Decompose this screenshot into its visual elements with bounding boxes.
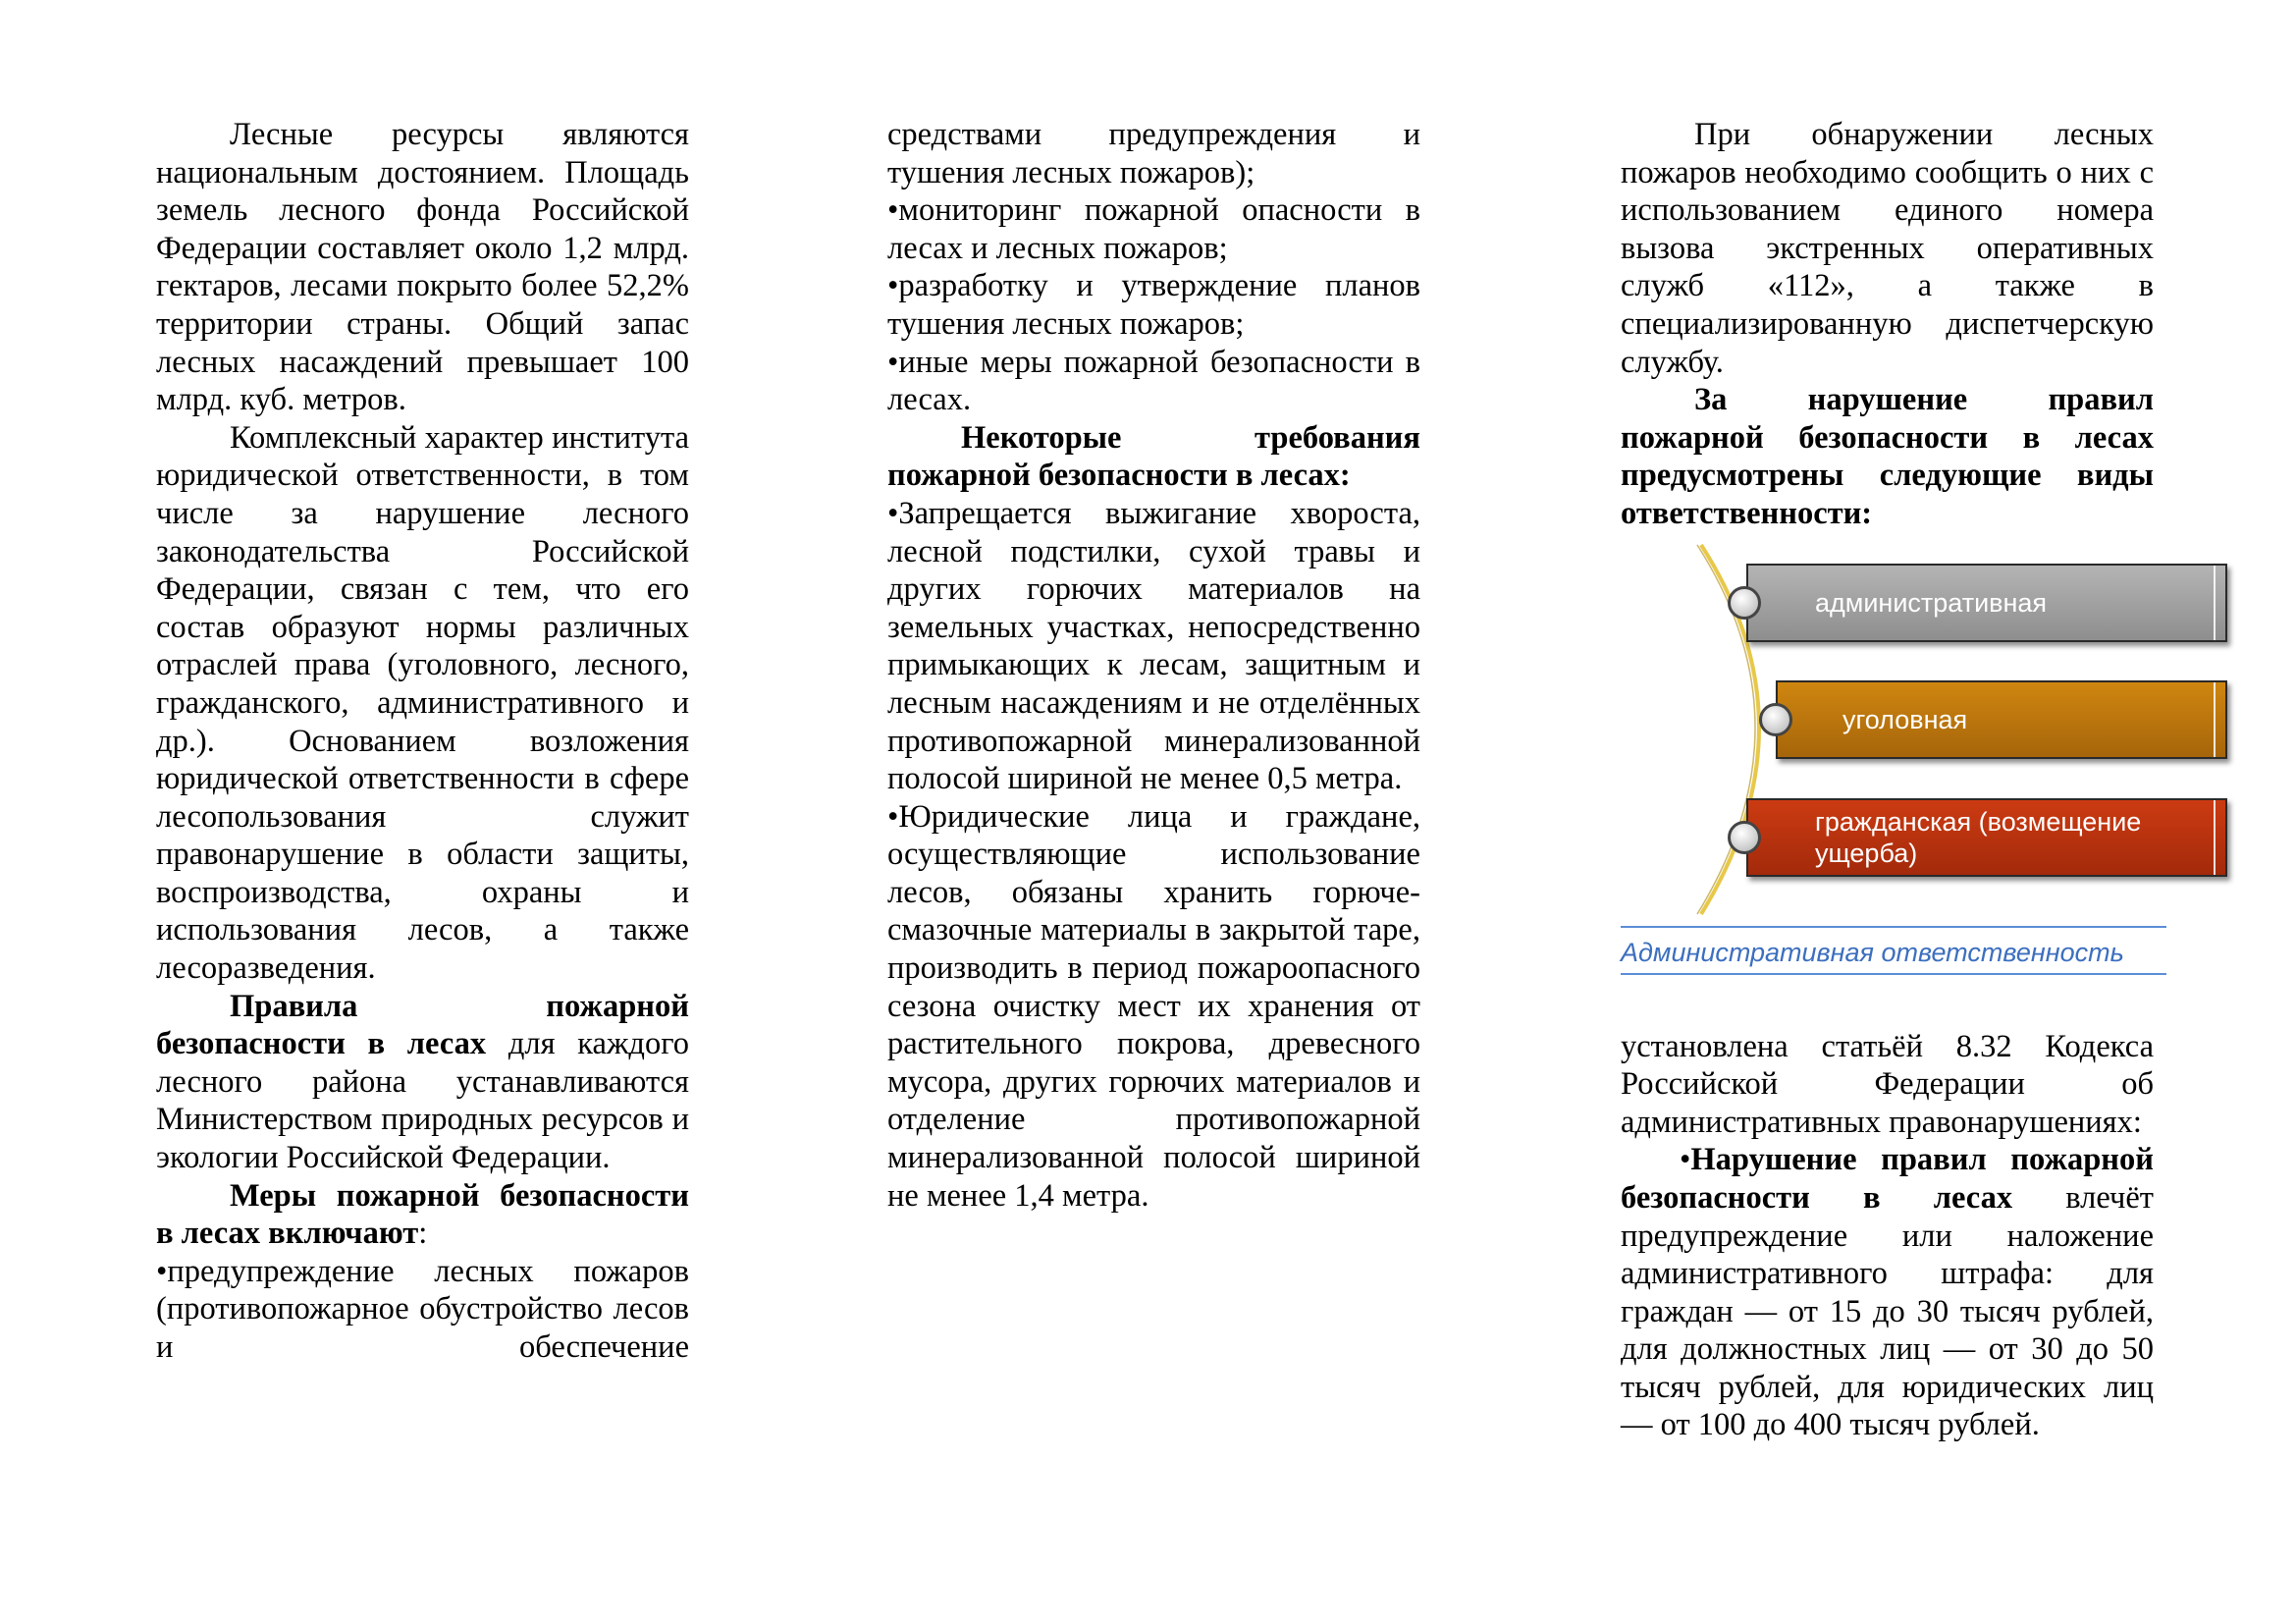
figure-caption: Административная ответственность xyxy=(1621,926,2166,975)
bullet-icon: • xyxy=(887,495,899,531)
column-1 xyxy=(156,116,689,1367)
requirement-storage xyxy=(887,798,1420,1216)
bullet-monitoring xyxy=(887,191,1420,267)
requirement-storage-text: Юридические лица и граждане, осуществляющие использование лесов, обязаны хранить горюче-смазочные материалы в закрытой таре, производить в период пожароопасного сезона очистку мест их хранения от растительного покрова, древесного мусора, других горючих материалов и отделение противопожарной минерализованной полосой шириной не менее 1,4 метра. xyxy=(887,798,1420,1214)
liability-administrative-label: административная xyxy=(1815,587,2048,618)
administrative-node-icon xyxy=(1728,586,1761,620)
fire-measures-colon: : xyxy=(418,1216,428,1252)
bullet-icon: • xyxy=(887,268,899,304)
paragraph-article-832: установлена статьёй 8.32 Кодекса Российской Федерации об административных правонарушениях: xyxy=(1621,1028,2154,1140)
liability-criminal-label: уголовная xyxy=(1842,704,1968,734)
bullet-other-measures xyxy=(887,344,1420,419)
bullet-violation-penalty xyxy=(1621,1141,2154,1444)
paragraph-report-fire: При обнаружении лесных пожаров необходимо сообщить о них с использованием единого номера вызова экстренных оперативных служб «112», а также в специализированную диспетчерскую службу. xyxy=(1621,117,2154,380)
requirements-heading: Некоторые требования пожарной безопасности в лесах: xyxy=(887,419,1420,494)
fire-rules-heading: Правила пожарной безопасности в лесах xyxy=(156,988,689,1062)
liability-civil-label: гражданская (возмещение ущерба) xyxy=(1815,806,2142,868)
liability-civil-box xyxy=(1746,798,2227,877)
bullet-plans-text: разработку и утверждение планов тушения лесных пожаров; xyxy=(887,268,1420,342)
bullet-prevention xyxy=(156,1253,689,1367)
bullet-icon: • xyxy=(887,192,899,229)
paragraph-fire-measures xyxy=(156,1177,689,1253)
bullet-monitoring-text: мониторинг пожарной опасности в лесах и лесных пожаров; xyxy=(887,192,1420,266)
violation-heading: Нарушение правил пожарной безопасности в лесах xyxy=(1621,1142,2154,1216)
fire-rules-text: для каждого лесного района устанавливаются Министерством природных ресурсов и экологии Российской Федерации. xyxy=(156,1026,689,1176)
violation-penalty-text: влечёт предупреждение или наложение административного штрафа: для граждан — от 15 до 30 тысяч рублей, для должностных лиц — от 30 до 50 тысяч рублей, для юридических лиц — от 100 до 400 тысяч рублей. xyxy=(1621,1179,2154,1443)
column-3 xyxy=(1621,116,2154,1444)
bullet-icon: • xyxy=(156,1253,168,1289)
requirement-burning xyxy=(887,495,1420,798)
requirement-burning-text: Запрещается выжигание хвороста, лесной подстилки, сухой травы и других горючих материалов на земельных участках, непосредственно примыкающих к лесам, защитным и лесным насаждениям и не отделённых противопожарной минерализованной полосой шириной не менее 0,5 метра. xyxy=(887,495,1420,797)
column-2 xyxy=(887,116,1420,1215)
civil-node-icon xyxy=(1728,821,1761,854)
bullet-prevention-text: предупреждение лесных пожаров (противопожарное обустройство лесов и обеспечение xyxy=(156,1253,689,1365)
liability-administrative-box xyxy=(1746,564,2227,642)
paragraph-fire-rules xyxy=(156,988,689,1177)
bullet-other-measures-text: иные меры пожарной безопасности в лесах. xyxy=(887,344,1420,418)
paragraph-legal-responsibility: Комплексный характер института юридической ответственности, в том числе за нарушение лесного законодательства Российской Федерации, связан с тем, что его состав образуют нормы различных отраслей права (уголовного, лесного, гражданского, административного и др.). Основанием возложения юридической ответственности в сфере лесопользования служит правонарушение в области защиты, воспроизводства, охраны и использования лесов, а также лесоразведения. xyxy=(156,419,689,987)
liability-heading: За нарушение правил пожарной безопасности в лесах предусмотрены следующие виды ответственности: xyxy=(1621,382,2154,531)
bullet-icon: • xyxy=(887,798,899,835)
bullet-icon: • xyxy=(887,344,899,380)
bullet-prevention-continued: средствами предупреждения и тушения лесных пожаров); xyxy=(887,117,1420,190)
bullet-plans xyxy=(887,267,1420,343)
bullet-icon: • xyxy=(1680,1142,1691,1178)
liability-diagram xyxy=(1621,539,2229,920)
fire-measures-heading: Меры пожарной безопасности в лесах включают xyxy=(156,1177,689,1252)
liability-criminal-box xyxy=(1776,680,2227,759)
paragraph-forest-resources: Лесные ресурсы являются национальным достоянием. Площадь земель лесного фонда Российской Федерации составляет около 1,2 млрд. гектаров, лесами покрыто более 52,2% территории страны. Общий запас лесных насаждений превышает 100 млрд. куб. метров. xyxy=(156,117,689,418)
criminal-node-icon xyxy=(1759,703,1792,736)
